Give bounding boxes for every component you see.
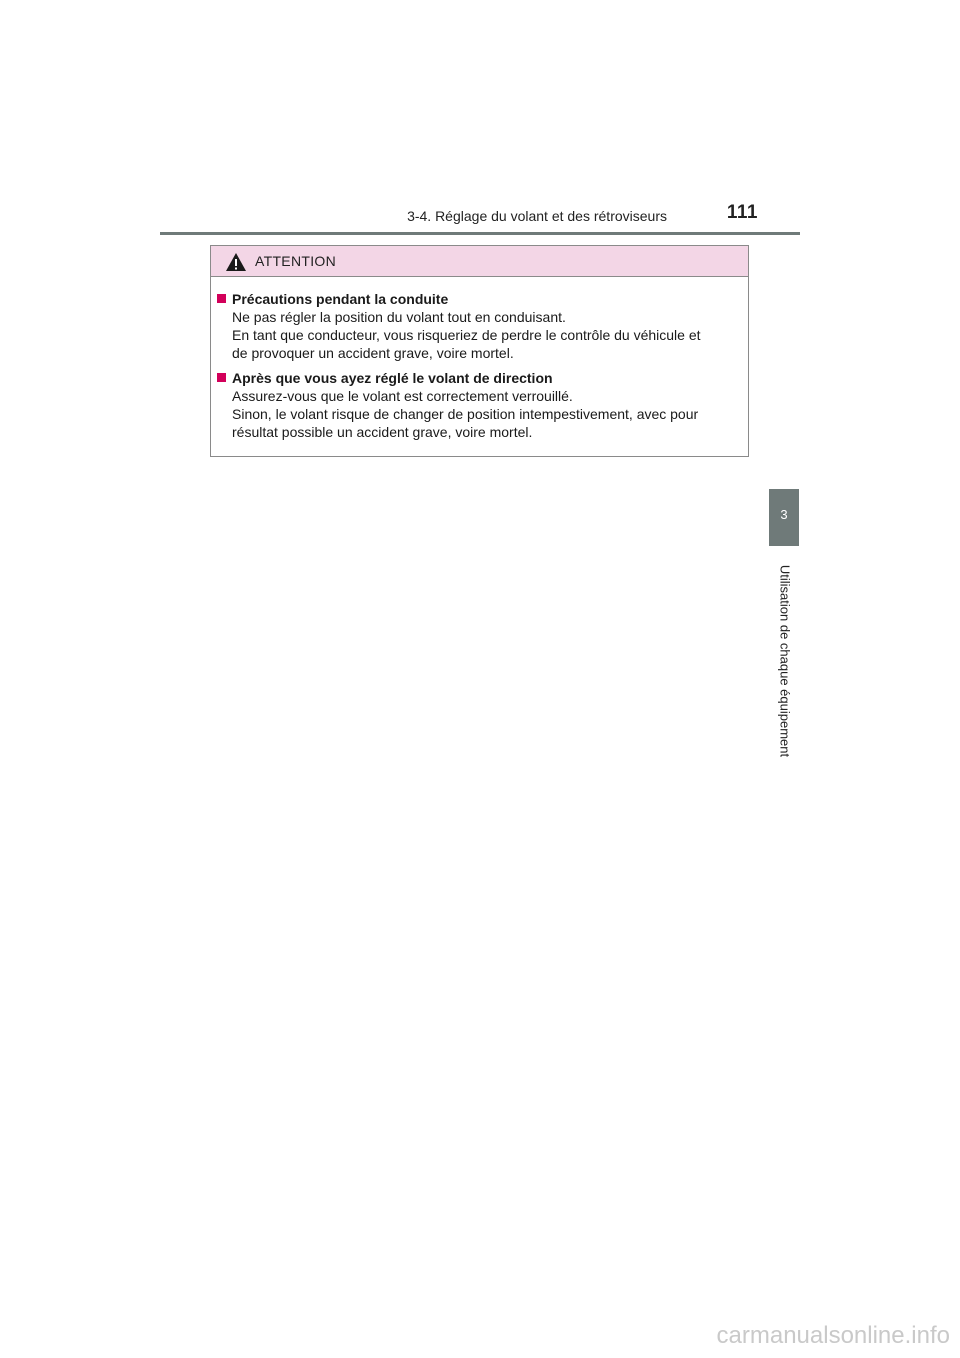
chapter-tab	[769, 489, 799, 546]
warning-body	[211, 277, 748, 441]
text-line: Sinon, le volant risque de changer de position intempestivement, avec pour	[232, 406, 699, 422]
chapter-label-text: Utilisation de chaque équipement	[777, 564, 793, 758]
text-line: En tant que conducteur, vous risqueriez de perdre le contrôle du véhicule et	[232, 327, 701, 343]
warning-item	[217, 290, 742, 362]
warning-item	[217, 369, 742, 441]
page-number: 111	[726, 202, 758, 223]
warning-box	[210, 245, 749, 457]
chapter-label	[776, 552, 794, 770]
text-line: Ne pas régler la position du volant tout en conduisant.	[232, 309, 566, 325]
warning-header	[211, 246, 748, 277]
warning-item-title: Précautions pendant la conduite	[217, 290, 742, 308]
text-line: résultat possible un accident grave, voire mortel.	[232, 424, 533, 440]
chapter-number: 3	[780, 507, 788, 522]
warning-triangle-icon	[225, 252, 247, 272]
warning-item-title: Après que vous ayez réglé le volant de direction	[217, 369, 742, 387]
warning-item-text	[217, 387, 742, 441]
page-header	[160, 200, 800, 234]
square-bullet-icon	[217, 294, 226, 303]
text-line: de provoquer un accident grave, voire mortel.	[232, 345, 514, 361]
section-title: 3-4. Réglage du volant et des rétroviseurs	[407, 208, 667, 224]
watermark: carmanualsonline.info	[716, 1322, 950, 1349]
text-line: Assurez-vous que le volant est correctement verrouillé.	[232, 388, 573, 404]
header-divider	[160, 232, 800, 235]
warning-title: ATTENTION	[255, 253, 336, 269]
warning-item-text	[217, 308, 742, 362]
square-bullet-icon	[217, 373, 226, 382]
